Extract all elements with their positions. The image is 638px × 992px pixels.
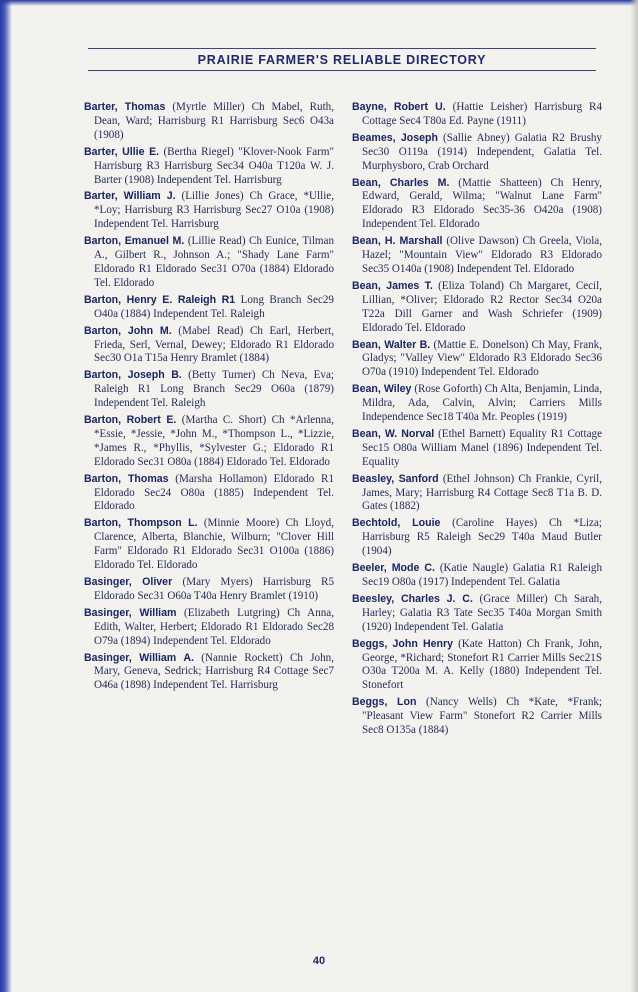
directory-entry [84,473,334,515]
entry-details: (Elizabeth Lutgring) Ch Anna, Edith, Walter, Herbert; Eldorado R1 Eldorado Sec28 O79a (1894) Independent Tel. Eldorado [94,606,334,647]
directory-entry [352,101,602,129]
header-rule-top [88,48,596,49]
entry-details: (Rose Goforth) Ch Alta, Benjamin, Linda, Mildra, Ada, Calvin, Alvin; Carriers Mills Independence Sec18 T40a Mr. Peoples (1919) [362,383,603,424]
entry-details: (Caroline Hayes) Ch *Liza; Harrisburg R5 Raleigh Sec29 T40a Maud Butler (1904) [362,517,602,558]
directory-entry [84,190,334,232]
page-edge-right [630,0,638,992]
directory-entry [352,339,602,381]
entry-details: (Sallie Abney) Galatia R2 Brushy Sec30 O119a (1914) Independent, Galatia Tel. Murphysboro, Crab Orchard [362,131,602,172]
entry-name: Beasley, Sanford [352,472,439,485]
entry-details: (Hattie Leisher) Harrisburg R4 Cottage Sec4 T80a Ed. Payne (1911) [362,101,602,127]
entry-name: Bean, Charles M. [352,176,450,189]
directory-entry [84,101,334,143]
entry-name: Beggs, John Henry [352,637,454,650]
directory-entry [352,593,602,635]
entry-details: (Marsha Hollamon) Eldorado R1 Eldorado Sec24 O80a (1885) Independent Tel. Eldorado [94,472,334,513]
directory-entry [84,576,334,604]
right-column [352,101,602,741]
entry-details: (Betty Turner) Ch Neva, Eva; Raleigh R1 Long Branch Sec29 O60a (1879) Independent Tel. Raleigh [94,369,334,410]
page-edge-top [0,0,638,6]
entry-details: (Olive Dawson) Ch Greela, Viola, Hazel; "Mountain View" Eldorado R3 Eldorado Sec35 O140a (1908) Independent Tel. Eldorado [362,235,602,275]
directory-entry [84,294,334,322]
entry-details: (Lillie Read) Ch Eunice, Tilman A., Gilbert R., Johnson A.; "Shady Lane Farm" Eldorado R1 Eldorado Sec31 O70a (1884) Eldorado Tel. Eldorado [94,235,335,289]
directory-entry [352,383,602,425]
entry-details: (Kate Hatton) Ch Frank, John, George, *Richard; Stonefort R1 Carrier Mills Sec21S O30a T200a M. A. Kelly (1880) Independent Tel. Stonefort [362,637,602,692]
directory-entry [84,517,334,573]
directory-entry [352,177,602,233]
entry-name: Beames, Joseph [352,131,438,144]
entry-name: Barter, Ullie E. [84,145,160,158]
entry-name: Bean, Wiley [352,383,412,396]
directory-entry [352,562,602,590]
entry-name: Beggs, Lon [352,696,417,709]
header-title: PRAIRIE FARMER'S RELIABLE DIRECTORY [197,53,487,67]
page-header [88,48,596,71]
entry-name: Bechtold, Louie [352,517,441,530]
directory-entry [84,235,334,291]
entry-details: (Minnie Moore) Ch Lloyd, Clarence, Alberta, Blanchie, Wilburn; "Clover Hill Farm" Eldorado R1 Eldorado Sec31 O100a (1886) Eldorado Tel. Eldorado [94,517,334,572]
entry-details: Long Branch Sec29 O40a (1884) Independent Tel. Raleigh [94,293,334,320]
page-edge-left [0,0,12,992]
entry-details: (Eliza Toland) Ch Margaret, Cecil, Lillian, *Oliver; Eldorado R2 Rector Sec34 O20a T22a Dill Garner and Wash Schriefer (1909) Eldorado Tel. Eldorado [362,279,602,334]
entry-name: Beesley, Charles J. C. [352,592,473,605]
entry-name: Barter, William J. [84,190,176,203]
left-column [84,101,334,696]
directory-entry [84,325,334,367]
entry-name: Barton, Henry E. Raleigh R1 [84,293,236,306]
entry-name: Barton, Emanuel M. [84,235,185,248]
directory-entry [84,652,334,694]
entry-details: (Nancy Wells) Ch *Kate, *Frank; "Pleasant View Farm" Stonefort R2 Carrier Mills Sec8 O135a (1884) [362,696,602,737]
directory-columns [84,101,606,941]
entry-name: Bayne, Robert U. [352,101,446,113]
entry-details: (Martha C. Short) Ch *Arlenna, *Essie, *Jessie, *John M., *Thompson L., *Lizzie, *James R., *Phyllis, *Sylvester G.; Eldorado R1 Eldorado Sec31 O80a (1884) Eldorado Tel. Eldorado [94,414,334,468]
entry-name: Basinger, Oliver [84,576,173,588]
entry-details: (Mattie E. Donelson) Ch May, Frank, Gladys; "Valley View" Eldorado R3 Eldorado Sec36 O70a (1910) Independent Tel. Eldorado [362,338,602,379]
directory-entry [84,414,334,470]
directory-entry [352,428,602,470]
entry-name: Barton, Thompson L. [84,517,198,530]
entry-details: (Grace Miller) Ch Sarah, Harley; Galatia R3 Tate Sec35 T40a Morgan Smith (1920) Independent Tel. Galatia [362,592,602,633]
entry-details: (Lillie Jones) Ch Grace, *Ullie, *Loy; Harrisburg R3 Harrisburg Sec27 O10a (1908) Independent Tel. Harrisburg [94,190,335,231]
directory-entry [352,638,602,694]
entry-name: Barton, John M. [84,324,172,337]
directory-entry [352,280,602,336]
entry-name: Beeler, Mode C. [352,562,435,575]
entry-name: Bean, W. Norval [352,427,435,440]
entry-details: (Ethel Barnett) Equality R1 Cottage Sec15 O80a William Manel (1896) Independent Tel. Equality [362,427,602,468]
entry-details: (Mary Myers) Harrisburg R5 Eldorado Sec31 O60a T40a Henry Bramlet (1910) [94,576,334,602]
entry-name: Barter, Thomas [84,101,166,113]
entry-details: (Mattie Shatteen) Ch Henry, Edward, Gerald, Wilma; "Walnut Lane Farm" Eldorado R3 Eldorado Sec35-36 O420a (1908) Independent Tel. Eldorado [362,176,602,231]
entry-name: Basinger, William [84,606,177,619]
entry-name: Bean, Walter B. [352,338,431,351]
entry-details: (Nannie Rockett) Ch John, Mary, Geneva, Sedrick; Harrisburg R4 Cottage Sec7 O46a (1898) Independent Tel. Harrisburg [94,651,334,692]
directory-entry [352,517,602,559]
entry-name: Bean, H. Marshall [352,235,443,248]
directory-entry [352,132,602,174]
directory-entry [84,369,334,411]
entry-name: Barton, Robert E. [84,414,177,427]
entry-details: (Bertha Riegel) "Klover-Nook Farm" Harrisburg R3 Harrisburg Sec34 O40a T120a W. J. Barter (1908) Independent Tel. Harrisburg [94,145,334,186]
page-number: 40 [312,955,326,967]
directory-entry [352,696,602,738]
entry-name: Barton, Thomas [84,472,169,485]
entry-details: (Katie Naugle) Galatia R1 Raleigh Sec19 O80a (1917) Independent Tel. Galatia [362,562,603,588]
entry-details: (Ethel Johnson) Ch Frankie, Cyril, James, Mary; Harrisburg R4 Cottage Sec8 T1a B. D. Gates (1882) [362,472,602,513]
entry-details: (Myrtle Miller) Ch Mabel, Ruth, Dean, Ward; Harrisburg R1 Harrisburg Sec6 O43a (1908) [94,101,334,141]
header-rule-bottom [88,70,596,71]
entry-name: Basinger, William A. [84,651,194,664]
directory-entry [84,146,334,188]
entry-name: Barton, Joseph B. [84,369,182,382]
directory-entry [84,607,334,649]
entry-name: Bean, James T. [352,279,433,292]
directory-entry [352,235,602,277]
entry-details: (Mabel Read) Ch Earl, Herbert, Frieda, Serl, Vernal, Dewey; Eldorado R1 Eldorado Sec30 O1a T15a Henry Bramlet (1884) [94,324,334,365]
directory-entry [352,473,602,515]
